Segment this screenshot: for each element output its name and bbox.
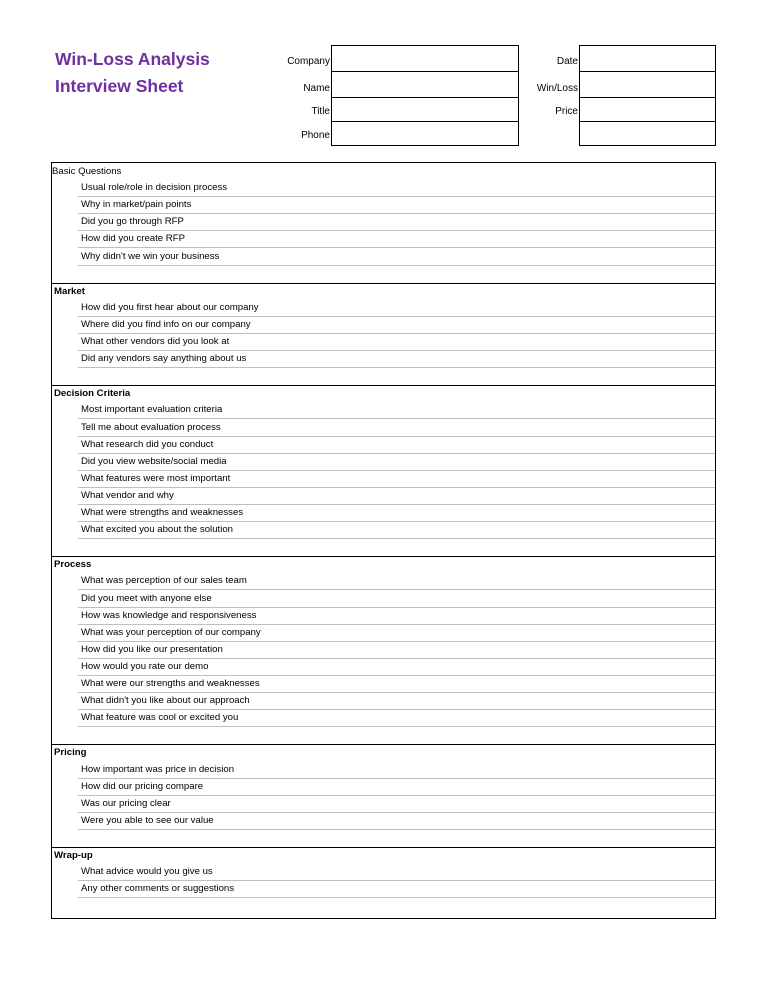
win-loss-field[interactable] <box>579 71 716 98</box>
question-row <box>78 334 715 351</box>
sheet-title-line1: Win-Loss Analysis <box>55 49 210 69</box>
question-row <box>78 214 715 231</box>
question-row <box>78 864 715 881</box>
question-text: What were strengths and weaknesses <box>81 507 244 519</box>
company-field[interactable] <box>331 45 519 72</box>
question-row <box>78 762 715 779</box>
name-label: Name <box>303 83 330 94</box>
question-text: How was knowledge and responsiveness <box>81 609 257 621</box>
question-text: What features were most important <box>81 472 231 484</box>
price-field[interactable] <box>579 97 716 122</box>
question-text: What was your perception of our company <box>81 626 261 638</box>
question-text: How did you first hear about our company <box>81 301 259 313</box>
company-label: Company <box>287 56 330 67</box>
phone-field[interactable] <box>331 121 519 146</box>
question-row <box>78 710 715 727</box>
question-text: Tell me about evaluation process <box>81 421 221 433</box>
question-text: Did you view website/social media <box>81 455 227 467</box>
question-text: What advice would you give us <box>81 866 213 878</box>
question-text: Usual role/role in decision process <box>81 182 228 194</box>
section-heading <box>52 283 715 300</box>
question-row <box>78 522 715 539</box>
section-heading <box>52 163 715 180</box>
price-label: Price <box>555 106 578 117</box>
question-sheet <box>51 162 716 919</box>
question-row <box>78 693 715 710</box>
section-heading-text: Pricing <box>54 747 87 759</box>
section-heading-text: Decision Criteria <box>54 388 131 400</box>
question-row <box>78 402 715 419</box>
question-row <box>78 796 715 813</box>
question-row <box>78 591 715 608</box>
question-row <box>78 454 715 471</box>
question-row <box>78 676 715 693</box>
question-row <box>78 249 715 266</box>
question-row <box>78 317 715 334</box>
question-row <box>78 813 715 830</box>
question-text: How did you like our presentation <box>81 643 223 655</box>
question-row <box>78 608 715 625</box>
question-text: Where did you find info on our company <box>81 318 251 330</box>
question-text: Did you meet with anyone else <box>81 592 212 604</box>
question-text: Was our pricing clear <box>81 797 171 809</box>
question-text: Did you go through RFP <box>81 216 184 228</box>
question-text: What research did you conduct <box>81 438 214 450</box>
question-row <box>78 300 715 317</box>
question-row <box>78 642 715 659</box>
extra-field[interactable] <box>579 121 716 146</box>
section-heading <box>52 847 715 864</box>
question-row <box>78 420 715 437</box>
question-row <box>78 471 715 488</box>
section-heading <box>52 744 715 761</box>
question-text: What were our strengths and weaknesses <box>81 678 260 690</box>
question-text: How important was price in decision <box>81 763 235 775</box>
question-text: What was perception of our sales team <box>81 575 247 587</box>
question-text: What didn't you like about our approach <box>81 695 250 707</box>
section-heading <box>52 385 715 402</box>
name-field[interactable] <box>331 71 519 98</box>
title-label: Title <box>311 106 330 117</box>
question-text: Why in market/pain points <box>81 199 192 211</box>
question-row <box>78 488 715 505</box>
section-heading-text: Basic Questions <box>52 166 122 178</box>
question-row <box>78 625 715 642</box>
phone-label: Phone <box>301 130 330 141</box>
question-text: How would you rate our demo <box>81 660 209 672</box>
question-row <box>78 180 715 197</box>
question-text: Did any vendors say anything about us <box>81 353 247 365</box>
question-row <box>78 437 715 454</box>
question-text: How did our pricing compare <box>81 780 204 792</box>
section-heading-text: Market <box>54 285 85 297</box>
date-label: Date <box>556 56 578 67</box>
question-text: What other vendors did you look at <box>81 336 230 348</box>
section-heading <box>52 556 715 573</box>
question-row <box>78 505 715 522</box>
question-row <box>78 881 715 898</box>
win-loss-label: Win/Loss <box>536 83 578 94</box>
question-text: Were you able to see our value <box>81 814 214 826</box>
question-row <box>78 351 715 368</box>
question-text: What feature was cool or excited you <box>81 712 239 724</box>
section-heading-text: Process <box>54 559 92 571</box>
title-field[interactable] <box>331 97 519 122</box>
date-field[interactable] <box>579 45 716 72</box>
question-text: Why didn't we win your business <box>81 250 220 262</box>
question-row <box>78 231 715 248</box>
question-text: Most important evaluation criteria <box>81 404 223 416</box>
question-text: What vendor and why <box>81 489 174 501</box>
sheet-title-line2: Interview Sheet <box>55 76 184 96</box>
question-text: What excited you about the solution <box>81 524 233 536</box>
question-text: How did you create RFP <box>81 233 185 245</box>
question-row <box>78 197 715 214</box>
question-row <box>78 779 715 796</box>
section-heading-text: Wrap-up <box>54 850 93 862</box>
question-row <box>78 573 715 590</box>
question-text: Any other comments or suggestions <box>81 883 235 895</box>
question-row <box>78 659 715 676</box>
